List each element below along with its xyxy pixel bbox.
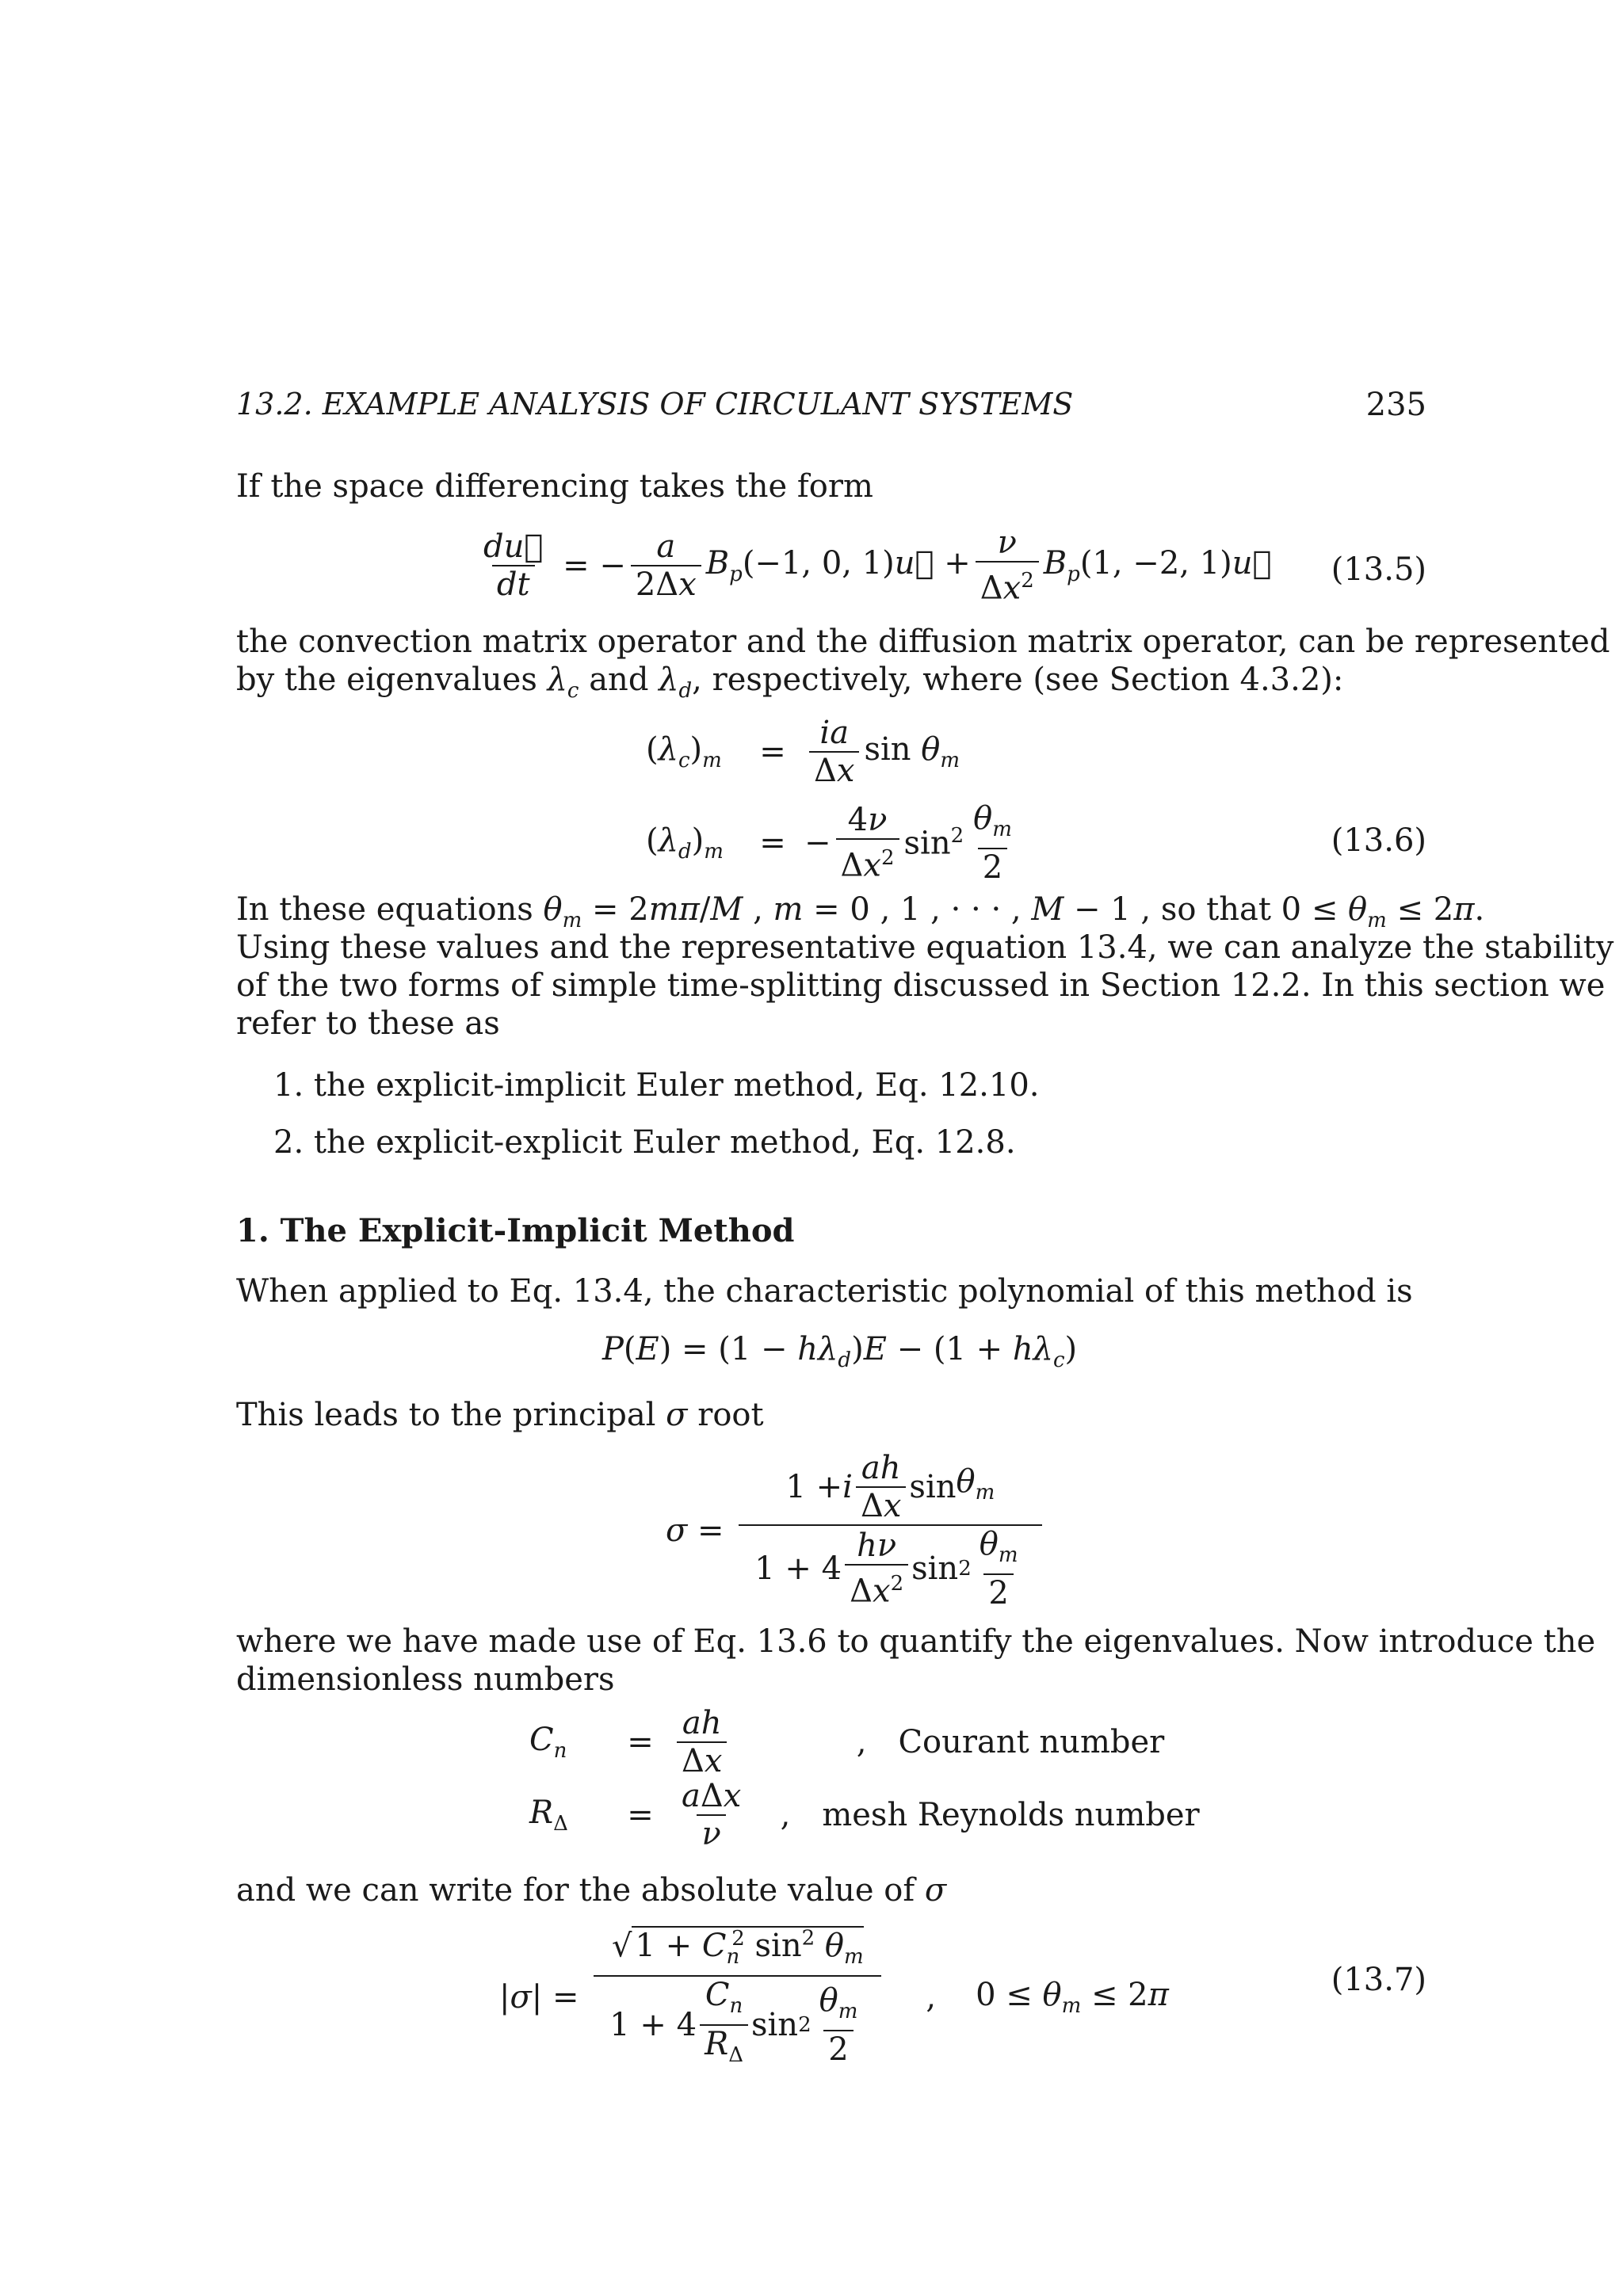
definition-courant: $C_n$ = $\frac{ah}{\Delta x}$ , Courant number <box>529 1705 1165 1779</box>
page-number: 235 <box>1365 387 1426 423</box>
equation-13-6-line2: $(\lambda_d)_m$ = − $\frac{4\nu}{\Delta x^2}$ $\sin^2$ $\frac{\theta_m}{2}$ <box>646 800 1012 886</box>
text-fragment: and <box>589 662 649 698</box>
courant-label: Courant number <box>898 1724 1165 1760</box>
equation-13-5: $\frac{du⃗}{dt}$ = − $\frac{a}{2\Delta x}$ $B_p(-1$, 0, 1)u⃗ + $\frac{\nu}{\Delta x^2}$ $B_p(1$, −2, 1)u⃗ <box>483 524 1272 607</box>
list-item <box>273 1066 1040 1104</box>
paragraph-dimensionless-line2: dimensionless numbers <box>236 1661 615 1698</box>
equation-characteristic-polynomial: $P(E) = (1 - h\lambda_d)E - (1 + h\lambda_c)$ <box>602 1331 1078 1372</box>
text-fragment: root <box>697 1397 764 1433</box>
list-item-text: the explicit-explicit Euler method, Eq. 12.8. <box>313 1124 1016 1161</box>
list-item-text: the explicit-implicit Euler method, Eq. 12.10. <box>313 1067 1040 1104</box>
list-item-number: 1. <box>273 1067 304 1104</box>
text-fragment: by the eigenvalues <box>236 662 537 698</box>
list-item <box>273 1123 1016 1161</box>
text-fragment: so that <box>1160 891 1271 928</box>
text-fragment: , respectively, where (see Section 4.3.2): <box>692 662 1344 698</box>
paragraph-intro: If the space differencing takes the form <box>236 468 873 505</box>
definition-mesh-reynolds: $R_\Delta$ = $\frac{\text{aΔx}}{\nu}$ , mesh Reynolds number <box>529 1778 1200 1852</box>
section-heading: 1. The Explicit-Implicit Method <box>236 1212 795 1249</box>
text-fragment: This leads to the principal <box>236 1397 656 1433</box>
text-fragment: In these equations <box>236 891 533 928</box>
equation-sigma: σ = 1 + i $\frac{ah}{\Delta x}$ sin $\theta_m$ 1 + 4 $\frac{h\nu}{\Delta x^2}$ sin 2 $\frac{\theta_m}{2}$ <box>666 1450 1047 1611</box>
equation-number-13-6: (13.6) <box>1331 822 1426 859</box>
paragraph-equations-line4: refer to these as <box>236 1005 500 1042</box>
list-item-number: 2. <box>273 1124 304 1161</box>
running-title: 13.2. EXAMPLE ANALYSIS OF CIRCULANT SYSTEMS <box>236 387 1074 421</box>
text-fragment: and we can write for the absolute value of <box>236 1872 915 1909</box>
equation-13-6-line1: $(\lambda_c)_m$ = $\frac{ia}{\Delta x}$ $\sin \theta_m$ <box>646 715 960 789</box>
paragraph-polynomial: When applied to Eq. 13.4, the characteristic polynomial of this method is <box>236 1273 1413 1310</box>
paragraph-dimensionless-line1: where we have made use of Eq. 13.6 to quantify the eigenvalues. Now introduce the <box>236 1623 1596 1660</box>
paragraph-absolute-value: and we can write for the absolute value of σ <box>236 1872 947 1909</box>
paragraph-equations-line2: Using these values and the representative equation 13.4, we can analyze the stability <box>236 929 1614 966</box>
paragraph-operators-line1: the convection matrix operator and the diffusion matrix operator, can be represented <box>236 624 1610 660</box>
equation-number-13-5: (13.5) <box>1331 551 1426 588</box>
paragraph-operators-line2: by the eigenvalues $\lambda_c$ and $\lambda_d$, respectively, where (see Section 4.3.2): <box>236 662 1344 703</box>
reynolds-label: mesh Reynolds number <box>822 1797 1200 1833</box>
paragraph-principal-root: This leads to the principal σ root <box>236 1397 764 1433</box>
equation-number-13-7: (13.7) <box>1331 1962 1426 1998</box>
paragraph-equations-line1: In these equations $\theta_m = 2m\pi/M$ , m = 0 , 1 , · · · , M − 1 , so that $0 \le \theta_m \le 2\pi$. <box>236 891 1485 933</box>
equation-13-7: |σ| = √ $1 + C_n^2$ $\sin^2 \theta_m$ 1 + 4 $\frac{C_n}{R_\Delta}$ sin 2 $\frac{\theta_m}{2}$ , $0 \le \theta_m \le 2\pi$ <box>499 1920 1169 2073</box>
paragraph-equations-line3: of the two forms of simple time-splitting discussed in Section 12.2. In this section we <box>236 967 1606 1004</box>
